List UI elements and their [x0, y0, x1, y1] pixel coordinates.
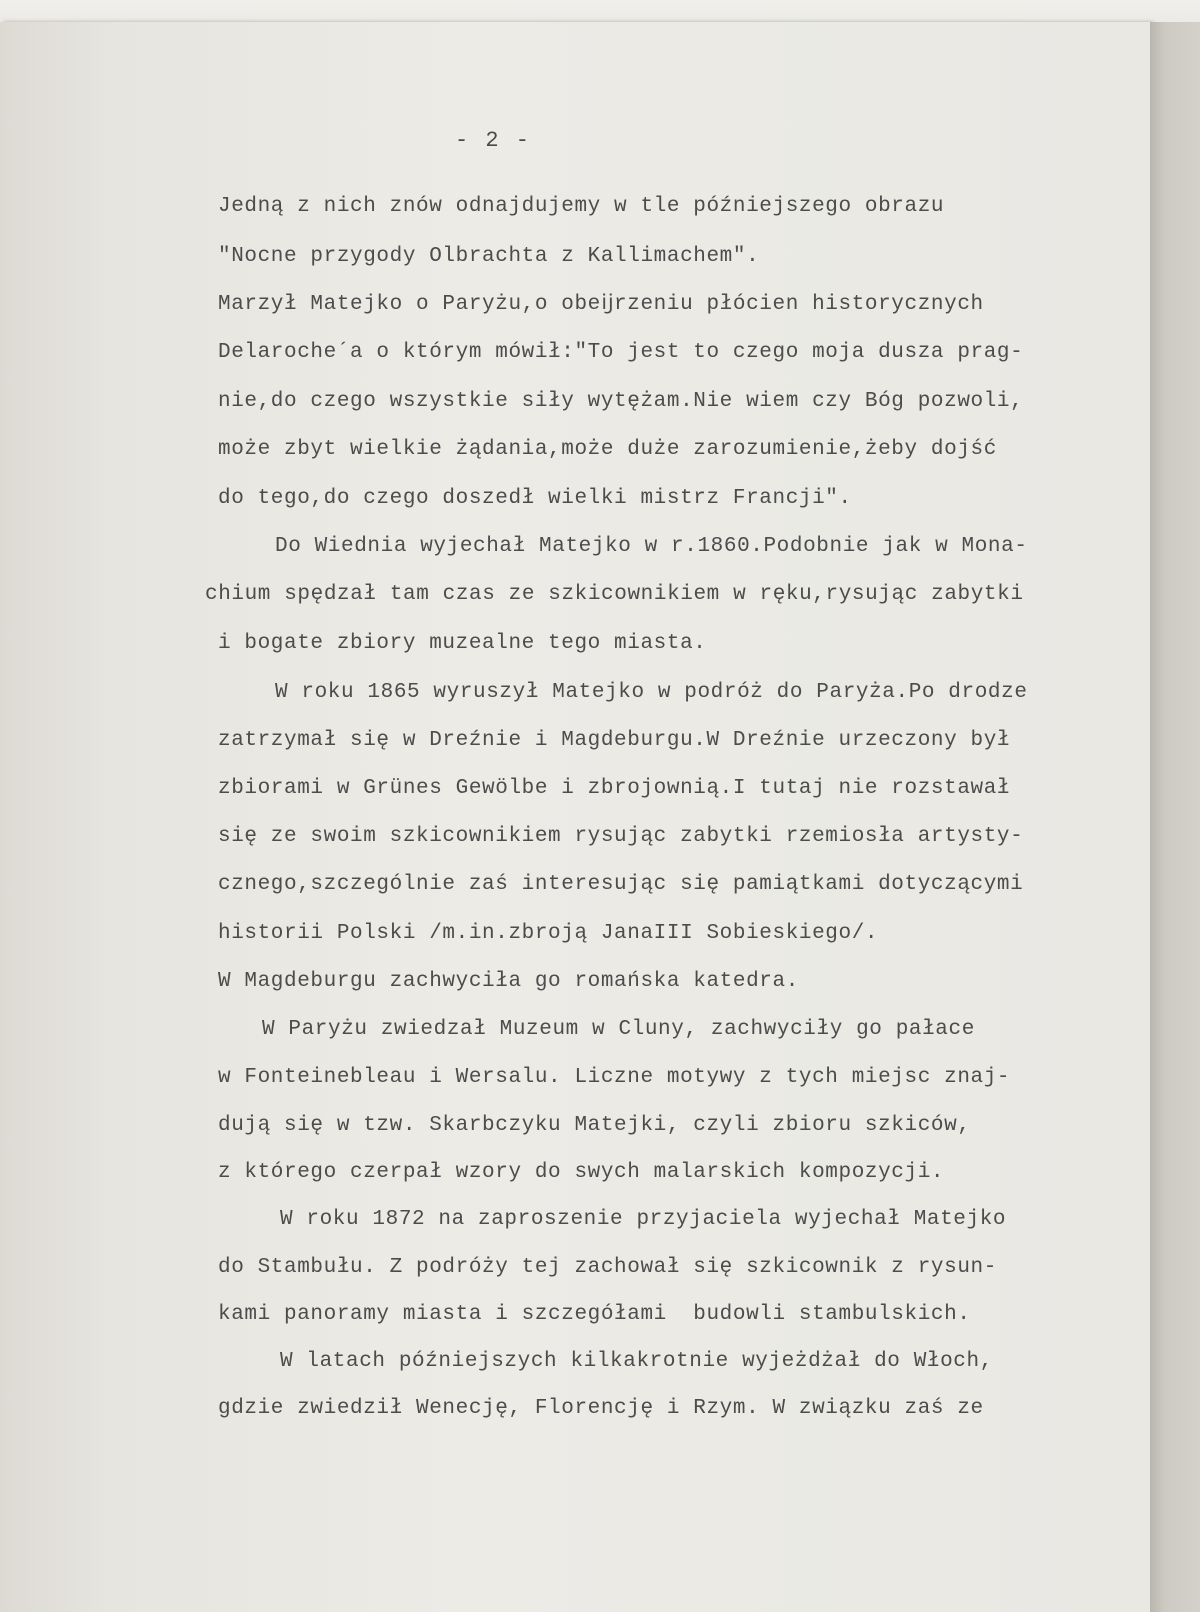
text-line: gdzie zwiedził Wenecję, Florencję i Rzym. W związku zaś ze — [218, 1397, 984, 1420]
text-line: do tego,do czego doszedł wielki mistrz Francji". — [218, 487, 852, 510]
text-line: W Paryżu zwiedzał Muzeum w Cluny, zachwyciły go pałace — [262, 1018, 975, 1041]
text-line: chium spędzał tam czas ze szkicownikiem w ręku,rysując zabytki — [205, 583, 1024, 606]
text-line: "Nocne przygody Olbrachta z Kallimachem". — [218, 245, 760, 268]
text-line: w Fonteinebleau i Wersalu. Liczne motywy z tych miejsc znaj- — [218, 1066, 1011, 1089]
text-line: zatrzymał się w Dreźnie i Magdeburgu.W Dreźnie urzeczony był — [218, 729, 1011, 752]
text-line: kami panoramy miasta i szczegółami budowli stambulskich. — [218, 1303, 971, 1326]
text-line: W latach późniejszych kilkakrotnie wyjeżdżał do Włoch, — [280, 1350, 993, 1373]
text-line: z którego czerpał wzory do swych malarskich kompozycji. — [218, 1161, 945, 1184]
text-line: historii Polski /m.in.zbroją JanaIII Sobieskiego/. — [218, 922, 879, 945]
text-line: Do Wiednia wyjechał Matejko w r.1860.Podobnie jak w Mona- — [275, 535, 1028, 558]
text-line: W Magdeburgu zachwyciła go romańska katedra. — [218, 970, 799, 993]
text-line: W roku 1865 wyruszył Matejko w podróż do Paryża.Po drodze — [275, 681, 1028, 704]
text-line: cznego,szczególnie zaś interesując się pamiątkami dotyczącymi — [218, 873, 1024, 896]
text-line: Jedną z nich znów odnajdujemy w tle późniejszego obrazu — [218, 195, 945, 218]
text-line: Marzył Matejko o Paryżu,o obeĳrzeniu płócien historycznych — [218, 293, 984, 316]
text-line: i bogate zbiory muzealne tego miasta. — [218, 632, 707, 655]
text-line: dują się w tzw. Skarbczyku Matejki, czyli zbioru szkiców, — [218, 1114, 971, 1137]
text-line: Delaroche´a o którym mówił:"To jest to czego moja dusza prag- — [218, 341, 1024, 364]
text-line: zbiorami w Grünes Gewölbe i zbrojownią.I tutaj nie rozstawał — [218, 777, 1011, 800]
text-line: W roku 1872 na zaproszenie przyjaciela wyjechał Matejko — [280, 1208, 1007, 1231]
text-line: nie,do czego wszystkie siły wytężam.Nie wiem czy Bóg pozwoli, — [218, 390, 1024, 413]
text-line: może zbyt wielkie żądania,może duże zarozumienie,żeby dojść — [218, 438, 997, 461]
page-number: - 2 - — [455, 128, 532, 153]
text-line: do Stambułu. Z podróży tej zachował się szkicownik z rysun- — [218, 1256, 997, 1279]
text-line: się ze swoim szkicownikiem rysując zabytki rzemiosła artysty- — [218, 825, 1024, 848]
